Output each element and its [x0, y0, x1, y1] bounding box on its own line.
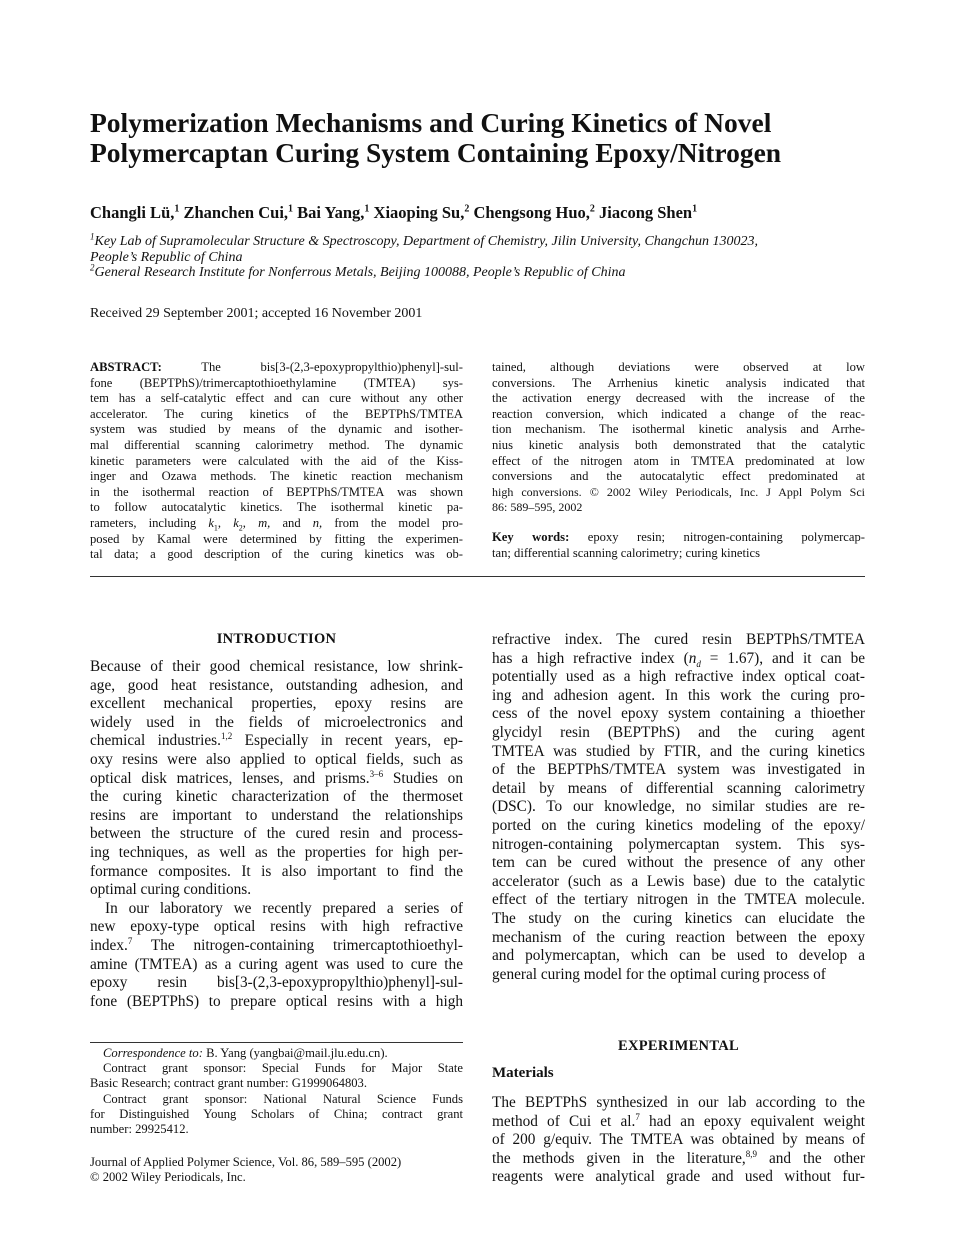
symbol-n: n,: [312, 515, 323, 530]
body-line: resins are important to understand the relationships: [90, 806, 463, 824]
body-line: ported on the curing kinetics modeling of the epoxy/: [492, 816, 865, 834]
body-line: ing techniques, as well as the properties for high per-: [90, 843, 463, 861]
keywords-line: [492, 530, 865, 546]
abstract-line: [90, 516, 463, 532]
footnote-correspondence: [90, 1046, 463, 1061]
keywords-line: tan; differential scanning calorimetry; curing kinetics: [492, 545, 760, 560]
abstract-line: kinetic parameters were calculated with the aid of the Kiss-: [90, 453, 463, 468]
intro-right-column: [492, 631, 865, 984]
author-name: Changli Lü,: [90, 203, 175, 222]
author-name: Chengsong Huo,: [473, 203, 590, 222]
author-name: Jiacong Shen: [599, 203, 693, 222]
abstract-line: nius kinetic analysis both demonstrated that the catalytic: [492, 437, 865, 452]
abstract-line: high conversions. © 2002 Wiley Periodicals, Inc. J Appl Polym Sci: [492, 484, 865, 499]
body-line: potentially used as a high refractive index optical coat-: [492, 668, 865, 686]
author-affil-mark: 2: [589, 203, 595, 215]
correspondence-email-link[interactable]: B. Yang (yangbai@mail.jlu.edu.cn).: [206, 1046, 388, 1060]
abstract-line: fone (BEPTPhS)/trimercaptothioethylamine (TMTEA) sys-: [90, 375, 463, 390]
journal-info: [90, 1155, 463, 1185]
article-title: [90, 108, 880, 168]
abstract-line: mal differential scanning calorimetry method. The dynamic: [90, 437, 463, 452]
body-text: = 1.67), and it can be: [700, 649, 866, 667]
symbol-subscript: 1: [213, 523, 218, 533]
author-affil-mark: 1: [692, 203, 698, 215]
body-line: (DSC). To our knowledge, no similar studies are re-: [492, 798, 865, 816]
separator: ,: [242, 515, 246, 530]
abstract-line: effect of the nitrogen atom in TMTEA predominated at low: [492, 453, 865, 468]
body-text: chemical industries.: [90, 732, 221, 750]
author-name: Zhanchen Cui,: [183, 203, 289, 222]
body-line: the curing kinetic characterization of the thermoset: [90, 788, 463, 806]
abstract-line: conversions and the autocatalytic effect predominated at: [492, 469, 865, 484]
body-line: of the BEPTPhS/TMTEA system was investigated in: [492, 761, 865, 779]
affiliations: [90, 231, 880, 281]
affiliation-2: [90, 262, 880, 281]
body-line: The study on the curing kinetics can elucidate the: [492, 909, 865, 927]
citation-ref: 3–6: [369, 768, 384, 779]
author-list: [90, 203, 697, 223]
symbol-k2: k: [233, 515, 239, 530]
body-line: between the structure of the cured resin and process-: [90, 825, 463, 843]
footnote-line: Basic Research; contract grant number: G1999064803.: [90, 1076, 367, 1091]
body-line: amine (TMTEA) as a curing agent was used to cure the: [90, 955, 463, 973]
body-line: effect of the tertiary nitrogen in the TMTEA molecule.: [492, 891, 865, 909]
body-line: new epoxy-type optical resins with high refractive: [90, 918, 463, 936]
affiliation-1-cont: People’s Republic of China: [90, 249, 243, 265]
body-line: ing and adhesion agent. In this work the curing pro-: [492, 686, 865, 704]
body-line: optimal curing conditions.: [90, 881, 252, 899]
body-text: index.: [90, 936, 128, 954]
body-line: refractive index. The cured resin BEPTPhS/TMTEA: [492, 631, 865, 648]
citation-ref: 7: [127, 935, 133, 946]
journal-citation: Journal of Applied Polymer Science, Vol. 86, 589–595 (2002): [90, 1155, 402, 1169]
citation-ref: 8,9: [745, 1148, 758, 1159]
body-line: excellent mechanical properties, epoxy resins are: [90, 695, 463, 713]
body-line: general curing model for the optimal curing process of: [492, 965, 826, 983]
abstract-line: in the isothermal reaction of BEPTPhS/TMTEA was shown: [90, 484, 463, 499]
body-line: tem can be cured without the presence of any other: [492, 854, 865, 872]
abstract-line: tion mechanism. The isothermal kinetic analysis and Arrhe-: [492, 422, 865, 437]
body-line: [492, 650, 865, 669]
body-line: cess of the novel epoxy system containing a thioether: [492, 705, 865, 723]
body-line: and polymercaptan, which can be used to develop a: [492, 947, 865, 965]
body-line: Because of their good chemical resistance, low shrink-: [90, 658, 463, 675]
copyright-line: © 2002 Wiley Periodicals, Inc.: [90, 1170, 246, 1185]
body-line: detail by means of differential scanning calorimetry: [492, 779, 865, 797]
body-line: [90, 937, 463, 956]
section-heading-introduction: INTRODUCTION: [216, 631, 337, 647]
title-line-2: Polymercaptan Curing System Containing Epoxy/Nitrogen: [90, 137, 782, 168]
body-text: has a high refractive index (: [492, 649, 689, 667]
keywords-label: Key words:: [492, 529, 570, 544]
body-line: [492, 1113, 865, 1132]
abstract-line: reaction conversion, which indicated a change of the reac-: [492, 406, 865, 421]
affiliation-text: Key Lab of Supramolecular Structure & Spectroscopy, Department of Chemistry, Jilin University, Changchun 130023,: [94, 234, 759, 249]
intro-left-column: [90, 658, 463, 1011]
body-text: The nitrogen-containing trimercaptothioethyl-: [150, 936, 463, 954]
body-text: Studies on: [392, 769, 463, 787]
author-affil-mark: 2: [464, 203, 470, 215]
body-text: the methods given in the literature,: [492, 1149, 746, 1167]
symbol-subscript: d: [696, 658, 701, 669]
footnote-line: Contract grant sponsor: Special Funds for Major State: [103, 1061, 463, 1076]
author-name: Bai Yang,: [297, 203, 365, 222]
author-affil-mark: 1: [364, 203, 370, 215]
separator: ,: [217, 515, 222, 530]
symbol-n: n: [688, 649, 697, 667]
body-line: TMTEA was studied by FTIR, and the curing kinetics: [492, 742, 865, 760]
footnote-line: for Distinguished Young Scholars of China; contract grant: [90, 1106, 463, 1121]
abstract-line: [90, 360, 463, 376]
body-text: and the other: [768, 1149, 866, 1167]
footnote-line: Contract grant sponsor: National Natural Science Funds: [103, 1091, 463, 1106]
body-text: Especially in recent years, ep-: [244, 732, 463, 750]
subsection-heading-materials: Materials: [492, 1065, 554, 1081]
affil-mark: 1: [90, 231, 95, 242]
body-line: In our laboratory we recently prepared a series of: [105, 899, 463, 917]
abstract-line: to follow autocatalytic kinetics. The isothermal kinetic pa-: [90, 500, 463, 515]
footnote-label: Correspondence to:: [103, 1046, 203, 1060]
body-line: [90, 732, 463, 751]
title-line-1: Polymerization Mechanisms and Curing Kinetics of Novel: [90, 107, 772, 138]
body-line: formance composites. It is also important to find the: [90, 862, 463, 880]
body-line: accelerator (such as a Lewis base) due to the catalytic: [492, 872, 865, 890]
abstract-label: ABSTRACT:: [90, 360, 162, 374]
abstract-line: tained, although deviations were observed at low: [492, 360, 865, 374]
affiliation-text: General Research Institute for Nonferrous Metals, Beijing 100088, People’s Republic of China: [94, 265, 626, 280]
symbol-m: m,: [258, 515, 271, 530]
citation-ref: 7: [635, 1111, 640, 1122]
abstract-text: The bis[3-(2,3-epoxypropylthio)phenyl]-sul-: [201, 360, 463, 374]
body-line: epoxy resin bis[3-(2,3-epoxypropylthio)phenyl]-sul-: [90, 974, 463, 992]
abstract-line: system was studied by means of the dynamic and isother-: [90, 422, 463, 437]
abstract-divider: [90, 576, 865, 577]
footnote-divider: [90, 1042, 463, 1043]
abstract-line: tal data; a good description of the curing kinetics was ob-: [90, 547, 463, 562]
section-heading-experimental: EXPERIMENTAL: [618, 1038, 739, 1054]
body-text: method of Cui et al.: [492, 1112, 636, 1130]
abstract-text: from the model pro-: [334, 515, 463, 530]
author-affil-mark: 1: [288, 203, 294, 215]
abstract-left-column: [90, 360, 463, 563]
author-affil-mark: 1: [174, 203, 180, 215]
affiliation-1: [90, 231, 880, 250]
received-dates: Received 29 September 2001; accepted 16 November 2001: [90, 306, 423, 321]
body-line: [90, 770, 463, 789]
body-line: widely used in the fields of microelectronics and: [90, 713, 463, 731]
keywords-text: epoxy resin; nitrogen-containing polymercap-: [587, 529, 865, 544]
symbol-k1: k: [208, 515, 214, 530]
body-line: fone (BEPTPhS) to prepare optical resins with a high: [90, 992, 463, 1010]
abstract-line: inger and Ozawa methods. The kinetic reaction mechanism: [90, 469, 463, 484]
abstract-line: 86: 589–595, 2002: [492, 500, 583, 515]
abstract-text: rameters, including: [90, 515, 197, 530]
body-line: of 200 g/equiv. The TMTEA was obtained by means of: [492, 1131, 865, 1149]
spacer: [492, 516, 865, 530]
abstract-line: conversions. The Arrhenius kinetic analysis indicated that: [492, 375, 865, 390]
abstract-text: and: [282, 515, 301, 530]
author-name: Xiaoping Su,: [373, 203, 465, 222]
abstract-line: posed by Kamal were determined by fitting the experimen-: [90, 531, 463, 546]
abstract-right-column: [492, 360, 865, 561]
abstract-line: accelerator. The curing kinetics of the BEPTPhS/TMTEA: [90, 406, 463, 421]
affil-mark: 2: [90, 262, 95, 273]
body-text: optical disk matrices, lenses, and prisms.: [90, 769, 370, 787]
body-line: [492, 1150, 865, 1169]
materials-column: [492, 1094, 865, 1187]
body-line: mechanism of the curing reaction between the epoxy: [492, 928, 865, 946]
body-line: oxy resins were also applied to optical fields, such as: [90, 750, 463, 768]
body-line: age, good heat resistance, outstanding adhesion, and: [90, 676, 463, 694]
citation-ref: 1,2: [220, 731, 233, 742]
body-line: The BEPTPhS synthesized in our lab according to the: [492, 1094, 865, 1111]
abstract-line: the activation energy decreased with the increase of the: [492, 391, 865, 406]
body-line: glycidyl resin (BEPTPhS) and the curing agent: [492, 723, 865, 741]
body-text: had an epoxy equivalent weight: [649, 1112, 865, 1130]
footnotes: [90, 1046, 463, 1137]
body-line: nitrogen-containing polymercaptan system. This sys-: [492, 835, 865, 853]
body-line: reagents were analytical grade and used without fur-: [492, 1168, 865, 1186]
abstract-line: tem has a self-catalytic effect and can cure without any other: [90, 391, 463, 406]
footnote-line: number: 29925412.: [90, 1121, 189, 1136]
symbol-subscript: 2: [238, 523, 243, 533]
